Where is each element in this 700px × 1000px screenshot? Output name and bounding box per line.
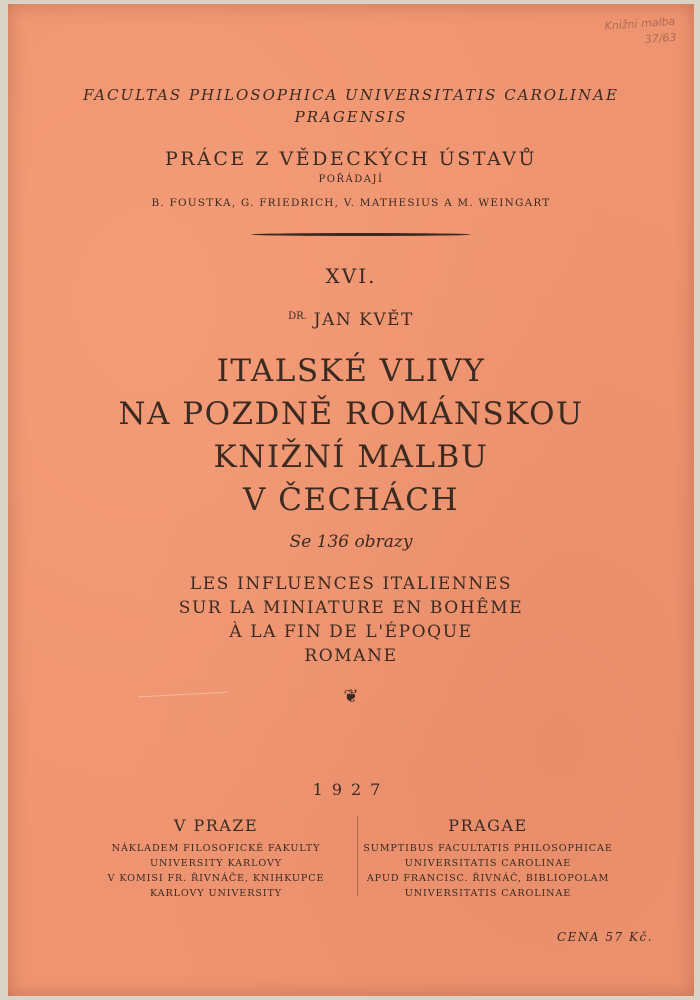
french-title-line: À LA FIN DE L'ÉPOQUE [229,622,473,642]
faculty-heading [8,84,694,128]
imprint-czech [66,816,366,901]
title-line: V ČECHÁCH [243,482,459,518]
title-line: NA POZDNĚ ROMÁNSKOU [118,396,584,432]
plates-note: Se 136 obrazy [289,532,413,552]
series-title: PRÁCE Z VĚDECKÝCH ÚSTAVŮ [165,148,537,170]
author-line [8,310,694,330]
french-title [8,572,694,668]
author-prefix: DR. [288,311,307,322]
imprint-latin [338,816,638,901]
series-editors: B. FOUSTKA, G. FRIEDRICH, V. MATHESIUS A M. WEINGART [151,197,551,209]
french-title-line: ROMANE [304,646,398,666]
volume-number: XVI. [325,264,377,288]
pencil-annotation-line: 37/63 [644,30,677,46]
fleuron-ornament-icon: ❦ [343,686,359,707]
french-title-line: LES INFLUENCES ITALIENNES [189,574,513,594]
price-label: CENA 57 Kč. [556,930,653,944]
imprint-czech-place: V PRAZE [173,816,259,835]
french-title-line: SUR LA MINIATURE EN BOHÊME [178,598,524,618]
imprint-latin-line: SUMPTIBUS FACULTATIS PHILOSOPHICAE [363,843,613,854]
title-line: KNIŽNÍ MALBU [213,439,489,475]
publication-year: 1927 [312,780,390,799]
imprint-latin-line: UNIVERSITATIS CAROLINAE [404,858,572,869]
imprint-latin-line: APUD FRANCISC. ŘIVNÁČ, BIBLIOPOLAM [366,873,610,884]
imprint-czech-line: V KOMISI FR. ŘIVNÁČE, KNIHKUPCE [107,873,325,884]
imprint-czech-line: KARLOVY UNIVERSITY [149,888,283,899]
imprint-czech-line: UNIVERSITY KARLOVY [149,858,283,869]
book-title [8,350,694,522]
pencil-annotation [555,14,677,54]
series-edited-by: POŘÁDAJÍ [318,174,384,185]
faculty-line: PRAGENSIS [294,108,408,126]
faculty-line: FACULTAS PHILOSOPHICA UNIVERSITATIS CAROLINAE [83,86,619,104]
imprint-czech-line: NÁKLADEM FILOSOFICKÉ FAKULTY [111,843,321,854]
pencil-annotation-line: Knižní malba [604,14,676,33]
book-cover [8,4,694,996]
imprint-latin-place: PRAGAE [448,816,528,835]
title-line: ITALSKÉ VLIVY [216,353,486,389]
decorative-rule [251,233,471,236]
author-name: JAN KVĚT [313,310,414,330]
imprint-latin-line: UNIVERSITATIS CAROLINAE [404,888,572,899]
